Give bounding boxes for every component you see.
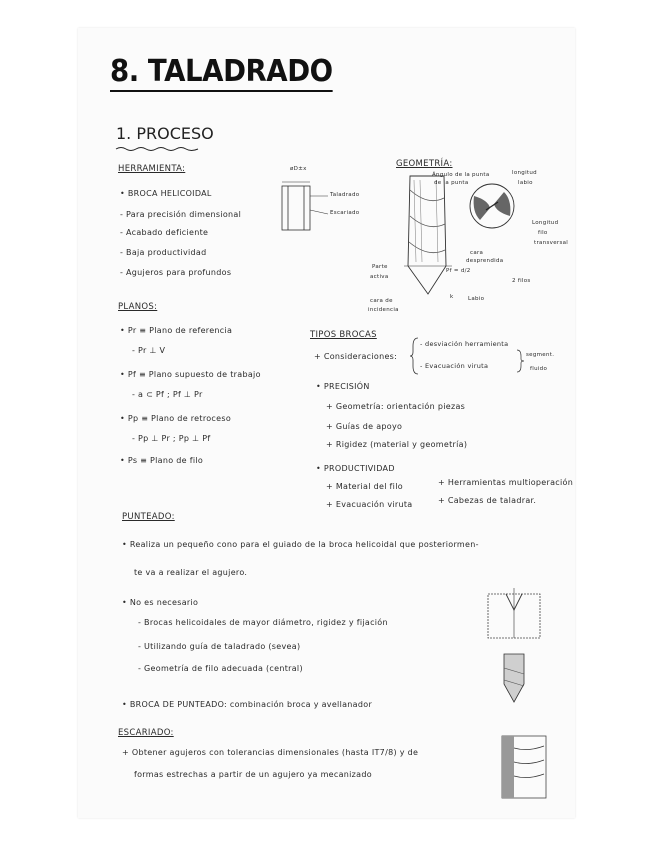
angulo-label-2: de la punta (434, 180, 469, 186)
tipos-r4: + Cabezas de taladrar. (438, 496, 537, 505)
tipos-p2: + Guías de apoyo (326, 422, 403, 431)
punteado-line: - Utilizando guía de taladrado (sevea) (138, 642, 301, 651)
cara-desp-label: cara (470, 250, 484, 256)
tipos-c2a: segment. (526, 352, 555, 358)
parte-label: Parte (372, 264, 388, 270)
punteado-line: - Brocas helicoidales de mayor diámetro, rigidez y fijación (138, 618, 388, 627)
escariado-line: formas estrechas a partir de un agujero ya mecanizado (134, 770, 372, 779)
planos-item: • Ps ≡ Plano de filo (120, 456, 204, 465)
tipos-c1: - desviación herramienta (420, 340, 509, 348)
drill-end-view-sketch (466, 178, 526, 238)
brace-icon-small (516, 350, 524, 372)
longitud-label: longitud (512, 170, 537, 176)
punteado-line: • Realiza un pequeño cono para el guiado de la broca helicoidal que posteriormen- (122, 540, 479, 549)
tipos-r2: + Evacuación viruta (326, 500, 413, 509)
tipos-heading: TIPOS BROCAS (310, 330, 377, 340)
herramienta-item: - Agujeros para profundos (120, 268, 232, 277)
tipos-c2: - Evacuación viruta (420, 362, 489, 370)
geometria-heading: GEOMETRÍA: (396, 159, 453, 169)
tipos-productividad: • PRODUCTIVIDAD (316, 464, 395, 473)
escariado-line: + Obtener agujeros con tolerancias dimensionales (hasta IT7/8) y de (122, 748, 419, 757)
labio-label: labio (518, 180, 533, 186)
brace-icon (410, 338, 420, 374)
tipos-p1: + Geometría: orientación piezas (326, 402, 466, 411)
planos-item: • Pf ≡ Plano supuesto de trabajo (120, 370, 261, 379)
punteado-heading: PUNTEADO: (122, 512, 175, 522)
escariado-sketch (500, 734, 550, 800)
drill-bit-sketch (404, 176, 464, 306)
planos-item: - Pr ⊥ V (132, 346, 166, 355)
page-title: 8. TALADRADO (110, 54, 333, 92)
tipos-c2b: fluido (530, 366, 548, 372)
escariado-label: Escariado (330, 210, 360, 216)
herramienta-heading: HERRAMIENTA: (118, 164, 186, 174)
long-filo-label-3: transversal (534, 240, 569, 246)
angulo-label: Ángulo de la punta (432, 172, 490, 178)
herramienta-item: • BROCA HELICOIDAL (120, 189, 212, 198)
punteado-line: te va a realizar el agujero. (134, 568, 248, 577)
activa-label: activa (370, 274, 389, 280)
herramienta-item: - Acabado deficiente (120, 228, 209, 237)
labio-label-2: Labio (468, 296, 485, 302)
tipos-r3: + Herramientas multioperación (438, 478, 574, 487)
long-filo-label: Longitud (532, 220, 559, 226)
punteado-line: - Geometría de filo adecuada (central) (138, 664, 303, 673)
herramienta-item: - Para precisión dimensional (120, 210, 242, 219)
tipos-consideraciones: + Consideraciones: (314, 352, 398, 361)
tipos-precision: • PRECISIÓN (316, 382, 370, 391)
filos-label: 2 filos (512, 278, 531, 284)
punteado-line: • BROCA DE PUNTEADO: combinación broca y avellanador (122, 700, 373, 709)
hole-sketch (278, 176, 378, 232)
planos-item: • Pr ≡ Plano de referencia (120, 326, 233, 335)
cara-inc-label: cara de (370, 298, 393, 304)
herramienta-item: - Baja productividad (120, 248, 207, 257)
planos-heading: PLANOS: (118, 302, 158, 312)
cara-desp-label-2: desprendida (466, 258, 504, 264)
planos-item: - a ⊂ Pf ; Pf ⊥ Pr (132, 390, 203, 399)
long-filo-label-2: filo (538, 230, 548, 236)
planos-item: - Pp ⊥ Pr ; Pp ⊥ Pf (132, 434, 211, 443)
section-heading: 1. PROCESO (116, 124, 214, 143)
k-label: k (450, 294, 454, 300)
taladrado-label: Taladrado (330, 192, 360, 198)
planos-item: • Pp ≡ Plano de retroceso (120, 414, 232, 423)
pf-label: Pf = d/2 (446, 268, 471, 274)
tipos-p3: + Rigidez (material y geometría) (326, 440, 468, 449)
tipos-r1: + Material del filo (326, 482, 403, 491)
cara-inc-label-2: incidencia (368, 307, 399, 313)
punteado-line: • No es necesario (122, 598, 199, 607)
section-underline (116, 146, 198, 152)
punteado-sketch (484, 588, 544, 710)
diameter-label: øD±x (290, 166, 307, 172)
escariado-heading: ESCARIADO: (118, 728, 174, 738)
